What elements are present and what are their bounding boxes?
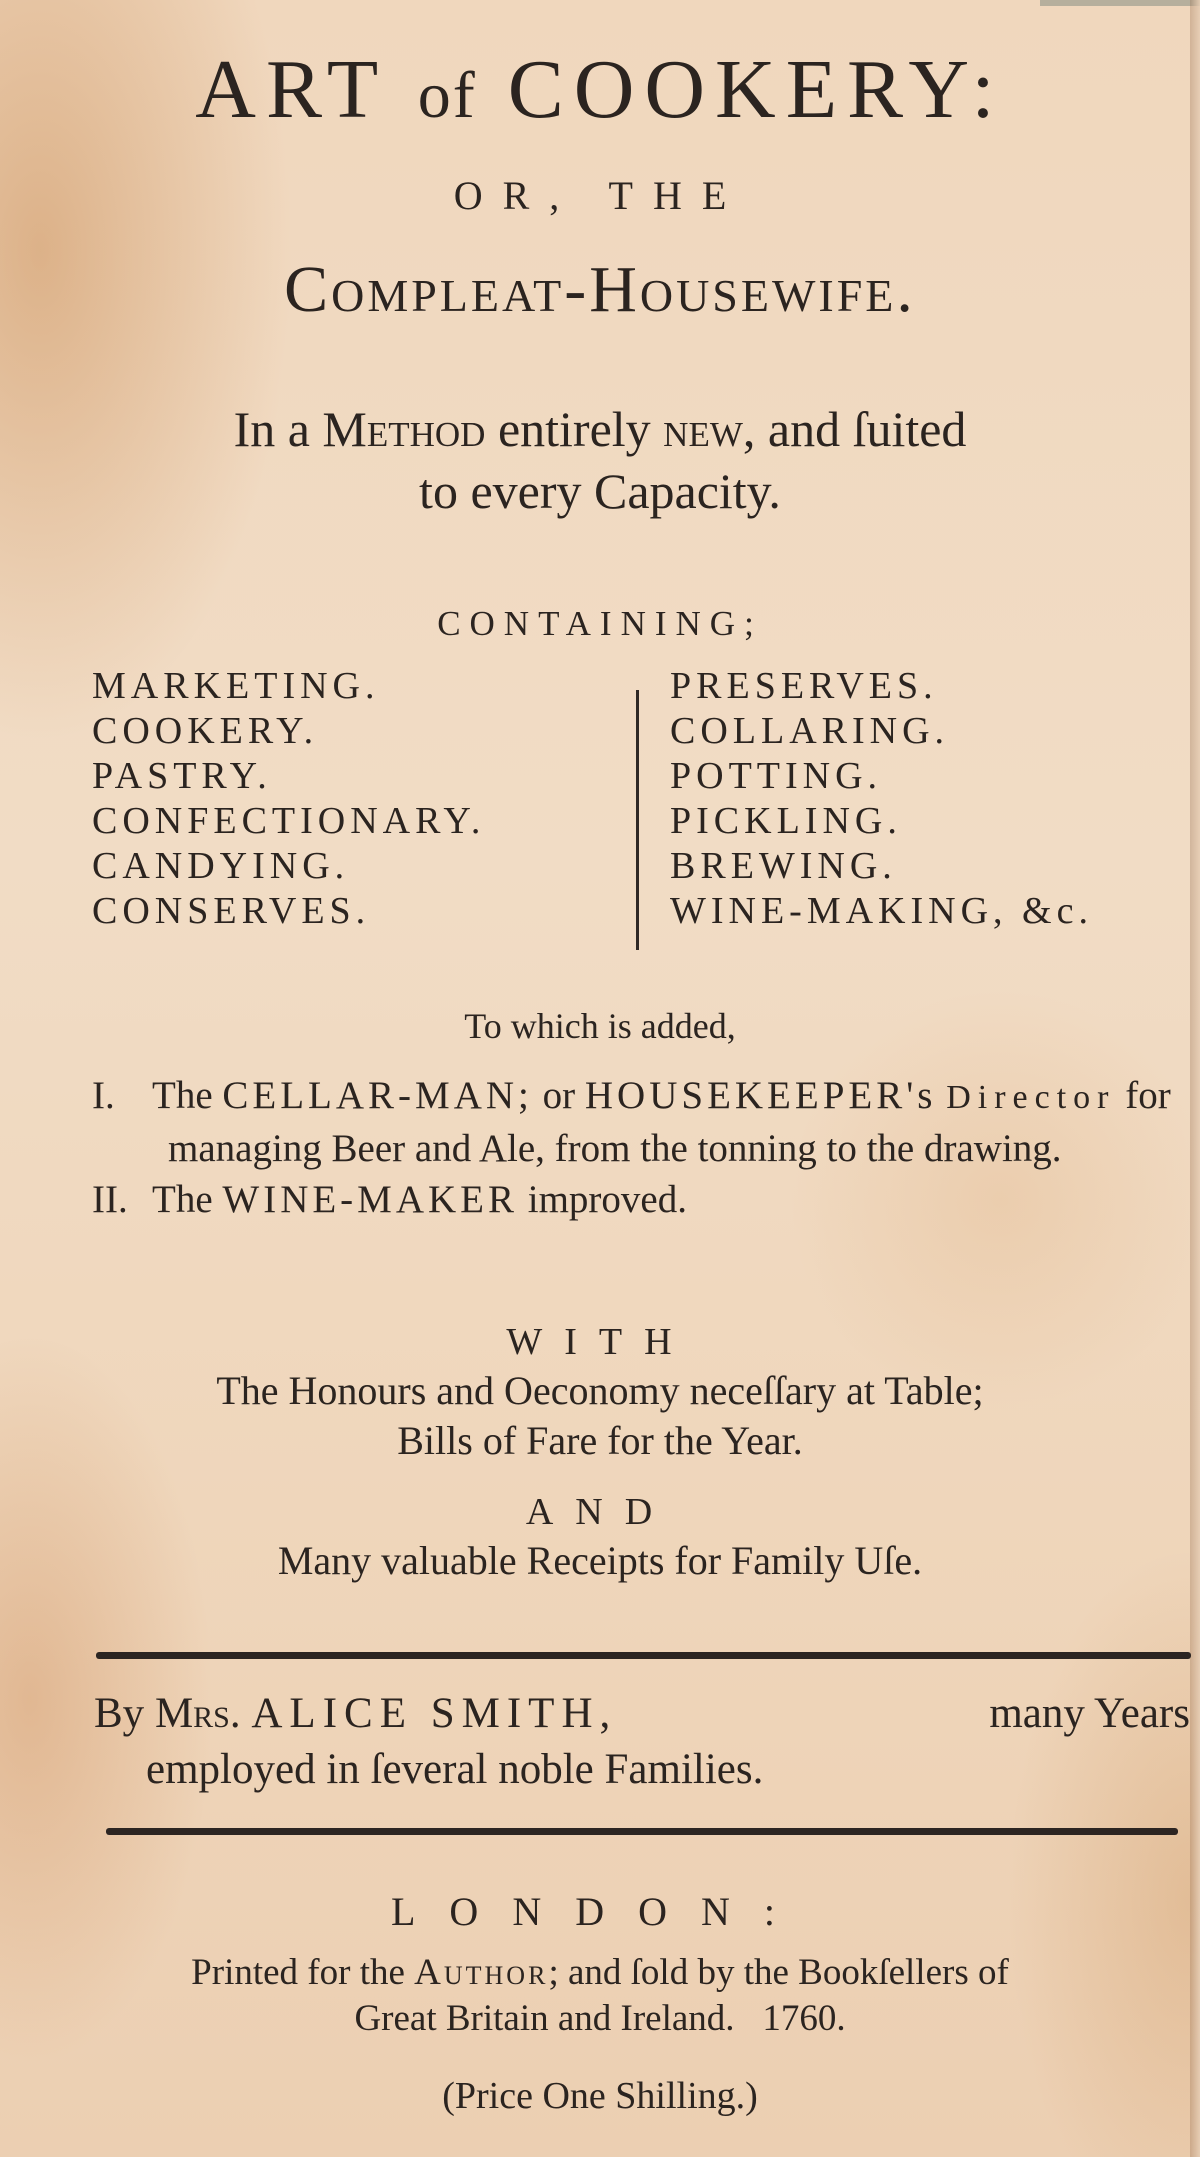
book-title [0, 40, 1200, 146]
addition-item [92, 1070, 1192, 1174]
title-of: of [417, 59, 477, 132]
with-text-line: Bills of Fare for the Year. [397, 1418, 803, 1463]
addition-text: for managing Beer and Ale, from the tonning to the drawing. [168, 1074, 1171, 1170]
imprint [0, 1950, 1200, 2042]
contents-item: CANDYING. [92, 845, 350, 887]
imprint-city: LONDON: [391, 1889, 809, 1934]
addition-caps: WINE-MAKER [222, 1178, 519, 1221]
author-line-2: employed in ſeveral noble Families. [146, 1746, 764, 1793]
with-heading: WITH [506, 1321, 694, 1363]
contents-right-column [670, 664, 1093, 934]
contents-left-column [92, 664, 485, 934]
author-name: ALICE SMITH, [251, 1690, 618, 1737]
contents-item: CONSERVES. [92, 890, 371, 932]
added-heading: To which is added, [464, 1006, 736, 1046]
contents-item: CONFECTIONARY. [92, 800, 486, 842]
addition-item [92, 1174, 1192, 1225]
imprint-line-2 [0, 1996, 1200, 2042]
subtitle: Compleat-Housewife. [284, 253, 916, 326]
method-description [0, 398, 1200, 522]
contents-item: BREWING. [670, 845, 897, 887]
addition-caps: HOUSEKEEPER's [584, 1074, 937, 1117]
rule-top [96, 1652, 1191, 1659]
background-strip [1040, 0, 1200, 6]
title-or-the: OR, THE [453, 173, 747, 218]
addition-text: The [152, 1074, 213, 1117]
rule-bottom [106, 1828, 1178, 1835]
addition-text: or [542, 1074, 576, 1117]
column-divider [636, 690, 639, 950]
and-text: Many valuable Receipts for Family Uſe. [277, 1538, 923, 1583]
title-art: ART [195, 43, 387, 136]
contents-item: PASTRY. [92, 755, 272, 797]
addition-text: The [152, 1178, 213, 1221]
contents-item: WINE-MAKING, &c. [670, 890, 1093, 932]
with-text-line: The Honours and Oeconomy neceſſary at Table; [216, 1368, 984, 1413]
addition-spaced: Director [946, 1079, 1116, 1116]
imprint-line-1 [0, 1950, 1200, 1996]
method-line-2: to every Capacity. [419, 463, 781, 519]
author-block [94, 1686, 1194, 1798]
method-word: Method [322, 401, 486, 457]
method-text: entirely [497, 401, 651, 457]
containing-heading: CONTAINING; [437, 604, 763, 643]
contents-item: POTTING. [670, 755, 883, 797]
imprint-text: Great Britain and Ireland. [354, 1998, 735, 2039]
contents-item: PICKLING. [670, 800, 902, 842]
method-line-1 [0, 398, 1200, 460]
method-new: new, [663, 401, 756, 457]
with-text [0, 1366, 1200, 1466]
contents-item: PRESERVES. [670, 665, 938, 707]
addition-text: improved. [527, 1178, 687, 1221]
method-text: In a [233, 401, 310, 457]
imprint-text: Printed for the [191, 1952, 405, 1993]
author-title: Mrs. [154, 1690, 241, 1737]
contents-item: MARKETING. [92, 665, 380, 707]
contents-item: COLLARING. [670, 710, 950, 752]
method-text: and ſuited [767, 401, 967, 457]
imprint-year: 1760. [762, 1998, 846, 2039]
author-line-1 [94, 1686, 1194, 1742]
addition-caps: CELLAR-MAN; [222, 1074, 533, 1117]
imprint-text: ; and ſold by the Bookſellers of [548, 1952, 1009, 1993]
price: (Price One Shilling.) [442, 2075, 758, 2117]
author-tail: many Years [989, 1690, 1190, 1737]
addition-number: II. [92, 1178, 128, 1221]
author-by: By [94, 1690, 145, 1737]
title-cookery: COOKERY: [507, 43, 1005, 136]
additions-list [92, 1070, 1192, 1225]
addition-number: I. [92, 1074, 115, 1117]
imprint-author: Author [414, 1952, 549, 1993]
contents-item: COOKERY. [92, 710, 319, 752]
and-heading: AND [525, 1491, 675, 1533]
